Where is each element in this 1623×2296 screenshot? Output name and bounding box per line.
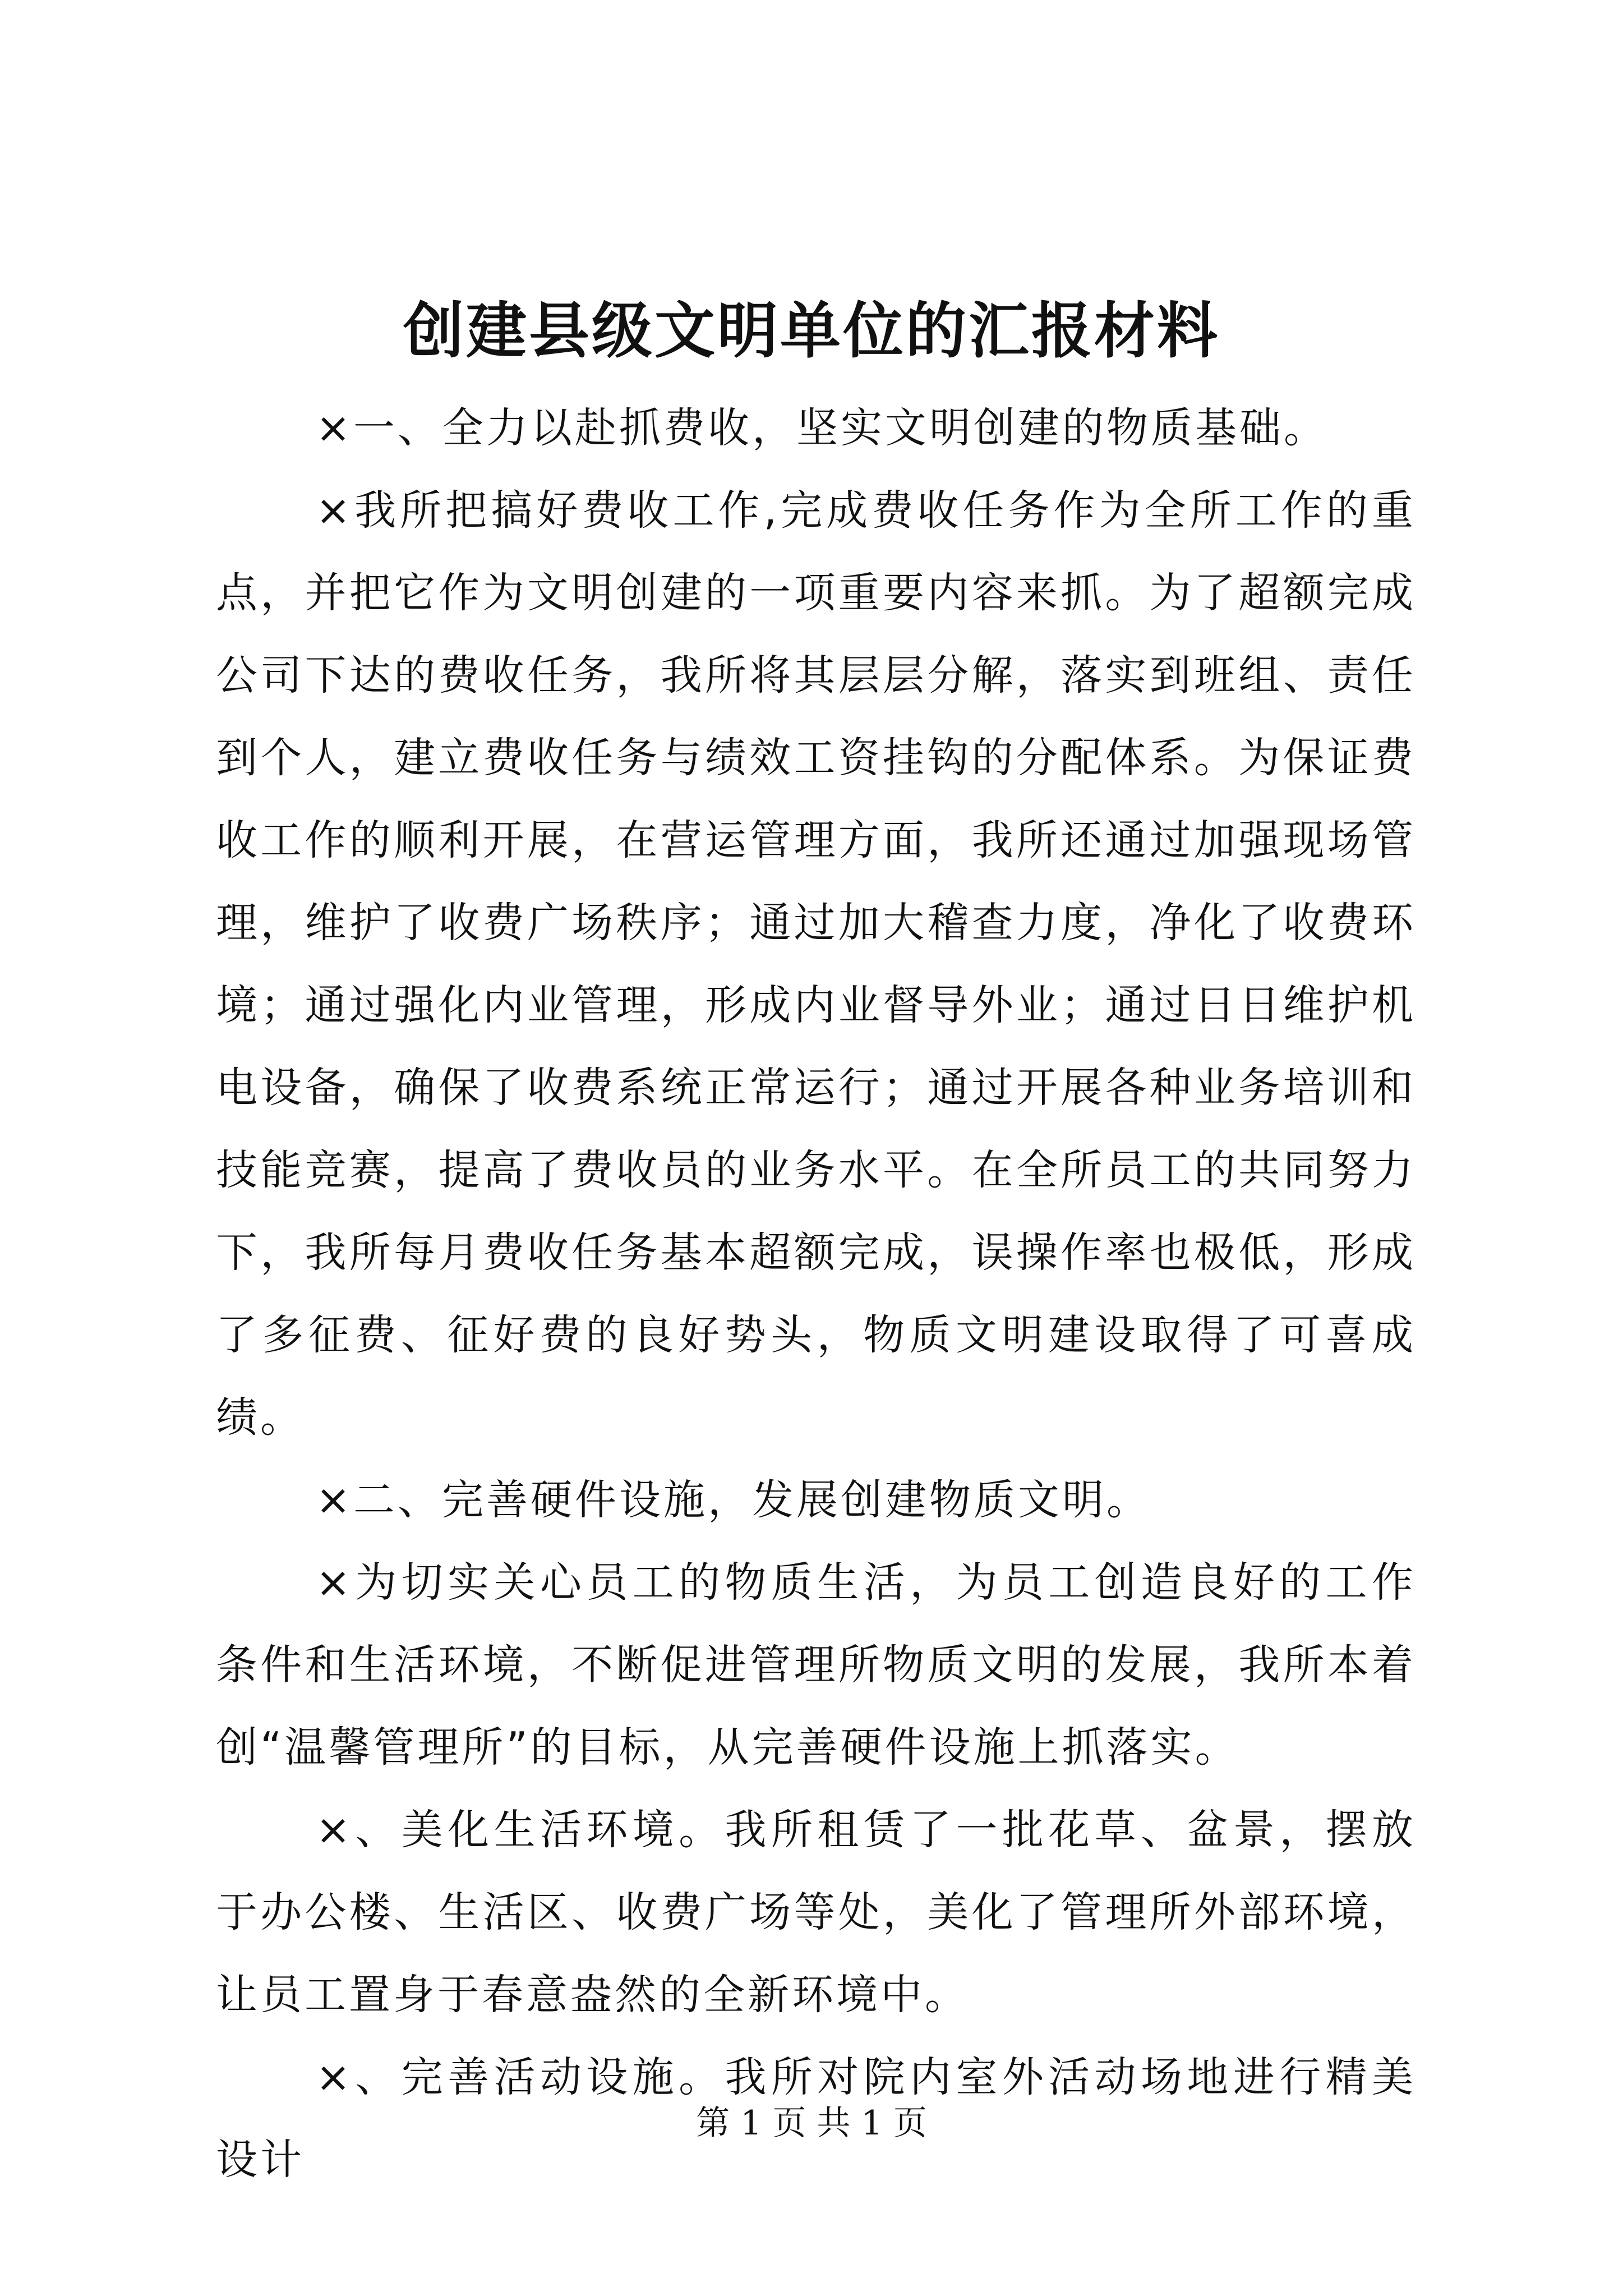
document-body [216, 387, 1416, 2201]
paragraph: ×一、全力以赴抓费收，坚实文明创建的物质基础。 [316, 404, 1329, 452]
paragraph: ×为切实关心员工的物质生活，为员工创造良好的工作条件和生活环境，不断促进管理所物质文明的发展，我所本着创“温馨管理所”的目标，从完善硬件设施上抓落实。 [216, 1558, 1416, 1772]
paragraph: ×二、完善硬件设施，发展创建物质文明。 [316, 1476, 1151, 1524]
paragraph: ×、美化生活环境。我所租赁了一批花草、盆景，摆放于办公楼、生活区、收费广场等处，美化了管理所外部环境，让员工置身于春意盎然的全新环境中。 [216, 1806, 1416, 2019]
paragraph: ×、完善活动设施。我所对院内室外活动场地进行精美设计 [216, 2053, 1416, 2184]
paragraph: ×我所把搞好费收工作,完成费收任务作为全所工作的重点，并把它作为文明创建的一项重要内容来抓。为了超额完成公司下达的费收任务，我所将其层层分解，落实到班组、责任到个人，建立费收任务与绩效工资挂钩的分配体系。为保证费收工作的顺利开展，在营运管理方面，我所还通过加强现场管理，维护了收费广场秩序；通过加大稽查力度，净化了收费环境；通过强化内业管理，形成内业督导外业；通过日日维护机电设备，确保了收费系统正常运行；通过开展各种业务培训和技能竞赛，提高了费收员的业务水平。在全所员工的共同努力下，我所每月费收任务基本超额完成，误操作率也极低，形成了多征费、征好费的良好势头，物质文明建设取得了可喜成绩。 [216, 486, 1416, 1442]
document-title: 创建县级文明单位的汇报材料 [403, 296, 1220, 366]
page-footer: 第 1 页 共 1 页 [696, 2104, 927, 2143]
